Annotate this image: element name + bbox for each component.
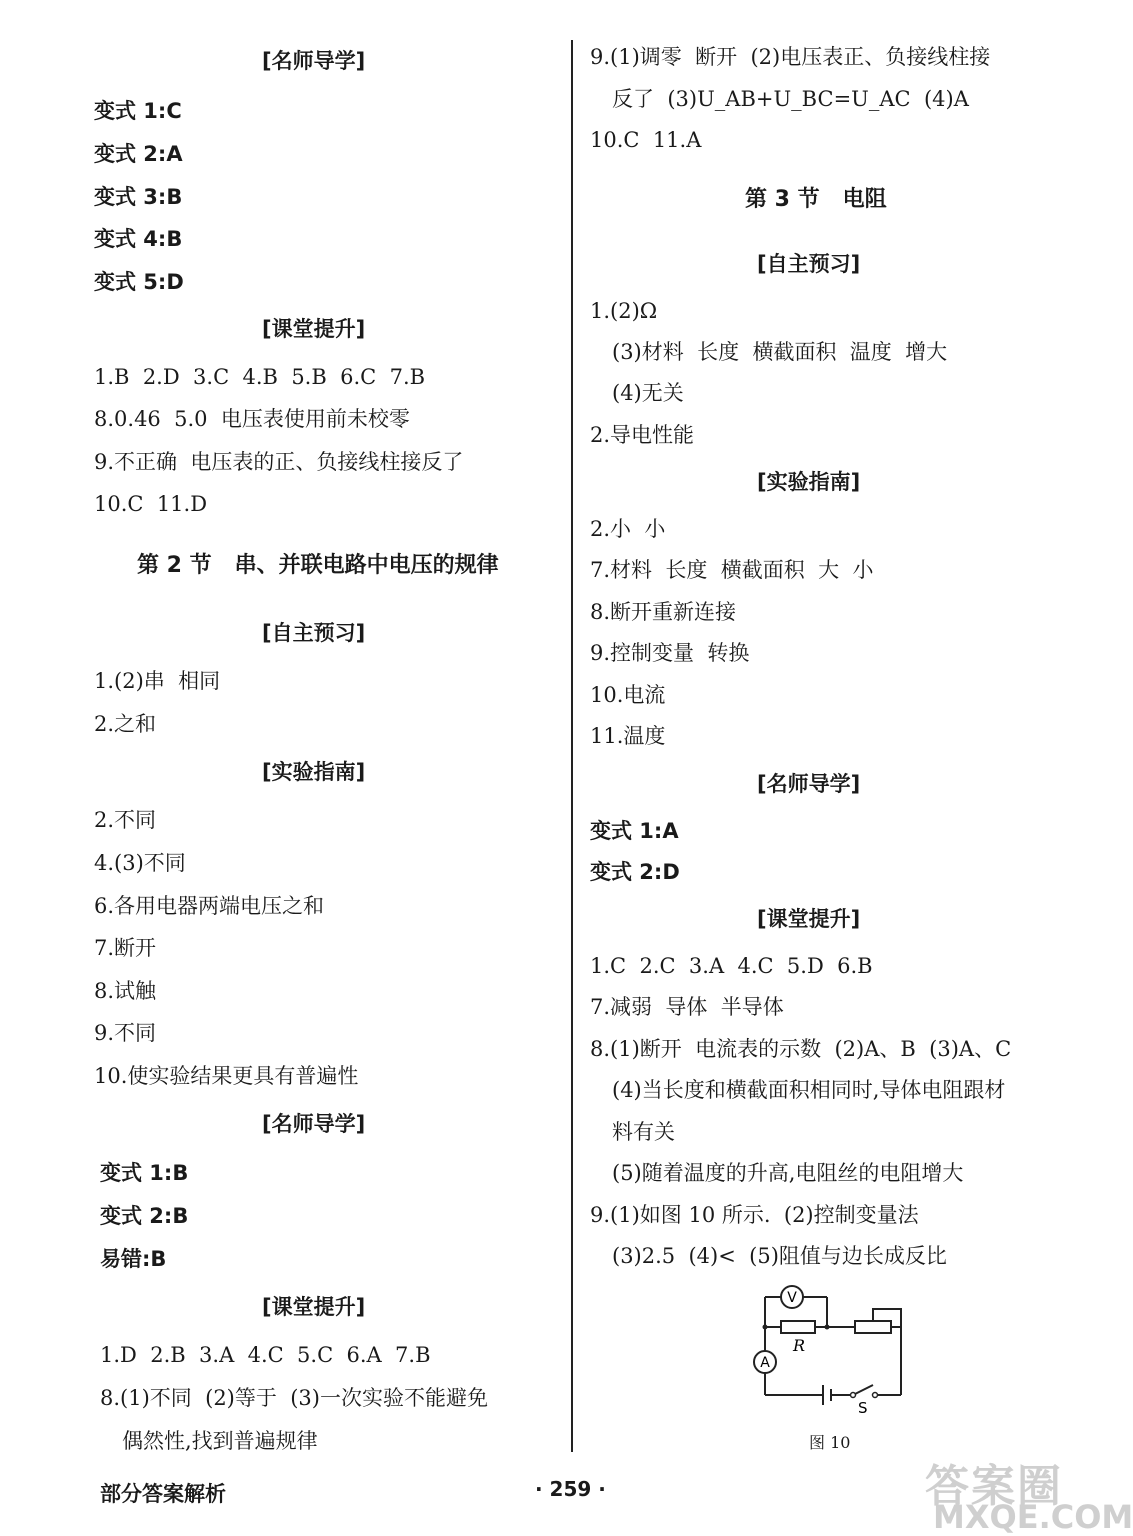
answer-line: 1.(2)Ω	[590, 299, 658, 323]
answer-line: 8.0.46 5.0 电压表使用前未校零	[94, 407, 410, 431]
section-header: [实验指南]	[757, 470, 861, 494]
answer-line: 7.断开	[94, 936, 157, 960]
answer-line: 变式 1:C	[94, 99, 182, 123]
answer-line: 偶然性,找到普遍规律	[122, 1429, 318, 1453]
voltmeter-label: V	[787, 1290, 797, 1306]
section-header: [自主预习]	[262, 621, 366, 645]
answer-line: 2.不同	[94, 808, 157, 832]
answer-line: 易错:B	[100, 1247, 167, 1271]
resistor-label: R	[793, 1336, 806, 1355]
answer-line: 7.减弱 导体 半导体	[590, 995, 784, 1019]
answer-line: 反了 (3)U_AB+U_BC=U_AC (4)A	[612, 87, 969, 111]
answer-line: 8.(1)断开 电流表的示数 (2)A、B (3)A、C	[590, 1037, 1012, 1061]
answer-line: (4)无关	[612, 381, 684, 405]
answer-line: 1.(2)串 相同	[94, 669, 221, 693]
answer-line: 8.(1)不同 (2)等于 (3)一次实验不能避免	[100, 1386, 488, 1410]
answer-line: 10.使实验结果更具有普遍性	[94, 1064, 359, 1088]
answer-line: 11.温度	[590, 724, 666, 748]
answer-line: (5)随着温度的升高,电阻丝的电阻增大	[612, 1161, 964, 1185]
answer-line: 4.(3)不同	[94, 851, 186, 875]
answer-line: (3)材料 长度 横截面积 温度 增大	[612, 340, 948, 364]
answer-line: 9.控制变量 转换	[590, 641, 750, 665]
section-header: [实验指南]	[262, 760, 366, 784]
figure-caption: 图 10	[809, 1433, 851, 1452]
section-title: 第 3 节 电阻	[745, 187, 887, 212]
answer-line: 8.试触	[94, 979, 157, 1003]
answer-line: 9.(1)调零 断开 (2)电压表正、负接线柱接	[590, 45, 991, 69]
answer-line: 变式 2:D	[590, 860, 680, 884]
watermark-cn: 答案圈	[925, 1461, 1063, 1512]
section-header: [课堂提升]	[757, 907, 861, 931]
section-header: [课堂提升]	[262, 317, 366, 341]
answer-line: 7.材料 长度 横截面积 大 小	[590, 558, 874, 582]
answer-line: 变式 5:D	[94, 270, 184, 294]
answer-line: 2.小 小	[590, 517, 666, 541]
switch-label: S	[858, 1399, 868, 1417]
answer-line: 10.电流	[590, 683, 666, 707]
ammeter-label: A	[760, 1355, 770, 1371]
answer-line: 10.C 11.A	[590, 128, 702, 152]
answer-line: 变式 2:B	[100, 1204, 189, 1228]
answer-line: 1.D 2.B 3.A 4.C 5.C 6.A 7.B	[100, 1343, 431, 1367]
answer-line: 料有关	[612, 1120, 675, 1144]
section-header: [名师导学]	[262, 49, 366, 73]
section-title: 第 2 节 串、并联电路中电压的规律	[137, 553, 499, 578]
answer-line: 2.导电性能	[590, 423, 695, 447]
answer-line: 变式 1:B	[100, 1161, 189, 1185]
section-header: [课堂提升]	[262, 1295, 366, 1319]
answer-line: 1.C 2.C 3.A 4.C 5.D 6.B	[590, 954, 873, 978]
answer-line: 9.不同	[94, 1021, 157, 1045]
column-divider	[571, 40, 573, 1452]
answer-line: 变式 2:A	[94, 142, 183, 166]
footer-section-name: 部分答案解析	[100, 1482, 226, 1506]
answer-line: 2.之和	[94, 712, 157, 736]
section-header: [自主预习]	[757, 252, 861, 276]
answer-line: 9.(1)如图 10 所示. (2)控制变量法	[590, 1203, 919, 1227]
answer-line: 1.B 2.D 3.C 4.B 5.B 6.C 7.B	[94, 365, 426, 389]
watermark	[925, 1450, 1133, 1536]
circuit-diagram	[745, 1285, 915, 1415]
answer-line: 6.各用电器两端电压之和	[94, 894, 325, 918]
answer-line: 10.C 11.D	[94, 492, 208, 516]
answer-line: 8.断开重新连接	[590, 600, 737, 624]
section-header: [名师导学]	[757, 772, 861, 796]
answer-line: 变式 1:A	[590, 819, 679, 843]
section-header: [名师导学]	[262, 1112, 366, 1136]
answer-line: (4)当长度和横截面积相同时,导体电阻跟材	[612, 1078, 1006, 1102]
answer-line: 变式 4:B	[94, 227, 183, 251]
page-number: · 259 ·	[535, 1477, 606, 1501]
answer-line: (3)2.5 (4)< (5)阻值与边长成反比	[612, 1244, 947, 1268]
answer-line: 变式 3:B	[94, 185, 183, 209]
watermark-en: MXQE.COM	[933, 1498, 1133, 1536]
answer-line: 9.不正确 电压表的正、负接线柱接反了	[94, 450, 464, 474]
